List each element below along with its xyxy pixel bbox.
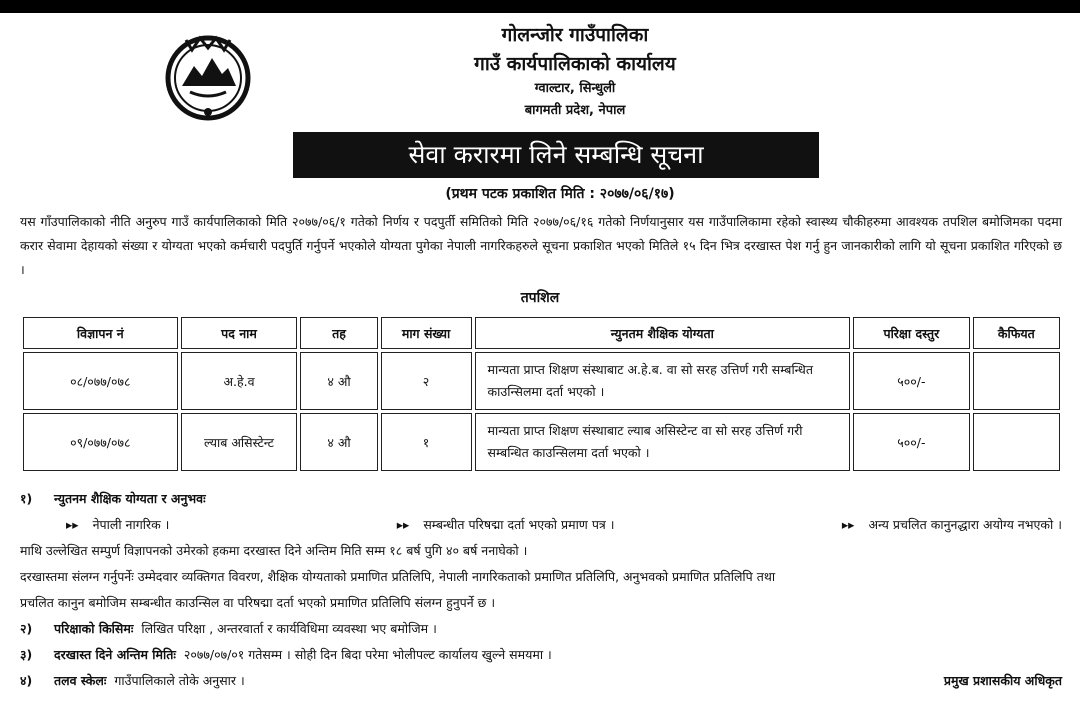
intro-paragraph: यस गाँउपालिकाको नीति अनुरुप गाउँ कार्यपालिकाको मिति २०७७/०६/१ गतेको निर्णय र पदपुर्ती समितिको मिति २०७७/०६/१६ गतेको निर्णयानुसार यस गाउँपालिकामा रहेको स्वास्थ्य चौकीहरुमा आवश्यक तपशिल बमोजिमका पदमा करार सेवामा देहायको संख्या र योग्यता भएको कर्मचारी पदपुर्ति गर्नुपर्ने भएकोले योग्यता पुगेका नेपाली नागरिकहरुले सूचना प्रकाशित भएको मितिले १५ दिन भित्र दरखास्त पेश गर्नु हुन जानकारीको लागि यो सूचना प्रकाशित गरिएको छ ।: [20, 214, 1062, 277]
section-title: दरखास्त दिने अन्तिम मितिः: [54, 647, 176, 662]
first-publish-date: (प्रथम पटक प्रकाशित मिति : २०७७/०६/१७): [445, 186, 675, 202]
cell-ad-no: ०८/०७७/०७८: [23, 352, 178, 410]
cell-level: ४ औ: [300, 413, 377, 471]
section-1-heading: [20, 486, 1062, 512]
section-2: [20, 616, 1062, 642]
section-number: ३): [20, 647, 33, 662]
age-requirement: माथि उल्लेखित सम्पुर्ण विज्ञापनको उमेरको हकमा दरखास्त दिने अन्तिम मिति सम्म १८ बर्ष पुगि ४० बर्ष ननाघेको ।: [20, 543, 528, 558]
letterhead: [330, 20, 820, 122]
col-header-remarks: कैफियत: [973, 317, 1060, 349]
cell-level: ४ औ: [300, 352, 377, 410]
attachment-requirement-line-2: प्रचलित कानुन बमोजिम सम्बन्धीत काउन्सिल वा परिषद्मा दर्ता भएको प्रमाणित प्रतिलिपि संलग्न हुनुपर्ने छ ।: [20, 595, 496, 610]
cell-fee: ५००/-: [853, 352, 970, 410]
section-title: तलव स्केलः: [54, 673, 107, 688]
section-title: परिक्षाको किसिमः: [54, 621, 134, 636]
section-text: २०७७/०७/०१ गतेसम्म । सोही दिन बिदा परेमा भोलीपल्ट कार्यालय खुल्ने समयमा ।: [183, 647, 552, 662]
municipality-name: गोलन्जोर गाउँपालिका: [501, 24, 649, 46]
col-header-level: तह: [300, 317, 377, 349]
top-black-bar: [0, 0, 1080, 13]
col-header-post: पद नाम: [181, 317, 298, 349]
double-arrow-icon: ▸▸: [396, 517, 410, 532]
signatory-title: प्रमुख प्रशासकीय अधिकृत: [943, 673, 1062, 688]
section-title: न्युतनम शैक्षिक योग्यता र अनुभवः: [54, 491, 206, 506]
notice-body: [20, 486, 1062, 694]
list-item: ▸▸ अन्य प्रचलित कानुनद्धारा अयोग्य नभएको ।: [841, 517, 1062, 532]
cell-ad-no: ०९/०७७/०७८: [23, 413, 178, 471]
col-header-demand: माग संख्या: [381, 317, 472, 349]
cell-qualification: मान्यता प्राप्त शिक्षण संस्थाबाट अ.हे.ब. वा सो सरह उत्तिर्ण गरी सम्बन्धित काउन्सिलमा दर्ता भएको ।: [475, 352, 850, 410]
double-arrow-icon: ▸▸: [841, 517, 855, 532]
section-text: गाउँपालिकाले तोके अनुसार ।: [114, 673, 245, 688]
list-item: ▸▸ सम्बन्धीत परिषद्मा दर्ता भएको प्रमाण पत्र ।: [396, 517, 615, 532]
cell-demand: १: [381, 413, 472, 471]
vacancy-table: [20, 314, 1063, 474]
cell-qualification: मान्यता प्राप्त शिक्षण संस्थाबाट ल्याब असिस्टेन्ट वा सो सरह उत्तिर्ण गरी सम्बन्धित काउन्सिलमा दर्ता भएको ।: [475, 413, 850, 471]
list-item: ▸▸ नेपाली नागरिक ।: [66, 517, 170, 532]
office-location: ग्वाल्टार, सिन्धुली: [534, 81, 616, 96]
cell-remarks: [973, 413, 1060, 471]
cell-post: अ.हे.व: [181, 352, 298, 410]
office-name: गाउँ कार्यपालिकाको कार्यालय: [474, 53, 676, 75]
double-arrow-icon: ▸▸: [66, 517, 79, 532]
section-3: [20, 642, 1062, 668]
municipality-emblem-icon: [160, 28, 256, 124]
table-row: [23, 413, 1060, 471]
cell-demand: २: [381, 352, 472, 410]
col-header-qualification: न्युनतम शैक्षिक योग्यता: [475, 317, 850, 349]
table-header-row: [23, 317, 1060, 349]
col-header-ad-no: विज्ञापन नं: [23, 317, 178, 349]
eligibility-bullets: [20, 512, 1062, 538]
section-number: १): [20, 491, 33, 506]
section-number: ४): [20, 673, 33, 688]
province-name: बागमती प्रदेश, नेपाल: [524, 103, 626, 118]
cell-remarks: [973, 352, 1060, 410]
attachment-requirement-line-1: दरखास्तमा संलग्न गर्नुपर्नेः उम्मेदवार व्यक्तिगत विवरण, शैक्षिक योग्यताको प्रमाणित प्रतिलिपि, नेपाली नागरिकताको प्रमाणित प्रतिलिपि, अनुभवको प्रमाणित प्रतिलिपि तथा: [20, 569, 776, 584]
cell-fee: ५००/-: [853, 413, 970, 471]
schedule-heading: तपशिल: [520, 290, 560, 306]
section-4: [20, 668, 1062, 694]
table-row: [23, 352, 1060, 410]
notice-title-banner: सेवा करारमा लिने सम्बन्धि सूचना: [293, 132, 819, 178]
section-number: २): [20, 621, 33, 636]
section-4-content: [20, 668, 245, 694]
section-text: लिखित परिक्षा , अन्तरवार्ता र कार्यविधिमा व्यवस्था भए बमोजिम ।: [141, 621, 437, 636]
cell-post: ल्याब असिस्टेन्ट: [181, 413, 298, 471]
col-header-fee: परिक्षा दस्तुर: [853, 317, 970, 349]
